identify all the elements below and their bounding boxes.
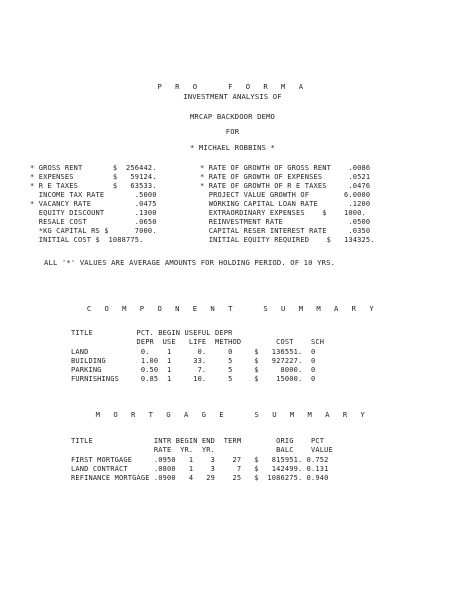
report-title: P R O F O R M A bbox=[157, 82, 308, 91]
table-row: BUILDING 1.00 1 33. 5 $ 927227. 0 bbox=[71, 357, 316, 365]
component-header-row2: DEPR USE LIFE METHOD COST SCH bbox=[71, 338, 325, 346]
table-row: FIRST MORTGAGE .0950 1 3 27 $ 815951. 0.752 bbox=[71, 456, 329, 464]
assumption-left: * GROSS RENT $ 256442. bbox=[30, 164, 157, 172]
assumption-right: * RATE OF GROWTH OF R E TAXES .0476 bbox=[200, 182, 371, 190]
report-subtitle: INVESTMENT ANALYSIS OF bbox=[183, 92, 282, 101]
assumption-left: * R E TAXES $ 63533. bbox=[30, 182, 157, 190]
component-header-row1: TITLE PCT. BEGIN USEFUL DEPR bbox=[71, 329, 233, 337]
component-summary-title: C O M P O N E N T S U M M A R Y bbox=[86, 304, 379, 313]
assumption-right: * RATE OF GROWTH OF GROSS RENT .0086 bbox=[200, 164, 371, 172]
assumption-right: * RATE OF GROWTH OF EXPENSES .0521 bbox=[200, 173, 371, 181]
mortgage-header-row1: TITLE INTR BEGIN END TERM ORIG PCT bbox=[71, 437, 325, 445]
table-row: PARKING 0.50 1 7. 5 $ 8000. 0 bbox=[71, 366, 316, 374]
project-name: MRCAP BACKDOOR DEMO bbox=[189, 112, 276, 121]
assumption-right: CAPITAL RESER INTEREST RATE .0350 bbox=[200, 227, 371, 235]
for-label: FOR bbox=[225, 127, 240, 136]
assumption-left: *KG CAPITAL RS $ 7000. bbox=[30, 227, 157, 235]
assumption-right: EXTRAORDINARY EXPENSES $ 1000. bbox=[200, 209, 366, 217]
mortgage-summary-title: M O R T G A G E S U M M A R Y bbox=[95, 410, 370, 419]
assumption-right: PROJECT VALUE GROWTH OF 6.0000 bbox=[200, 191, 371, 199]
assumption-left: EQUITY DISCOUNT .1300 bbox=[30, 209, 157, 217]
assumption-right: WORKING CAPITAL LOAN RATE .1200 bbox=[200, 200, 371, 208]
assumption-left: INITIAL COST $ 1088775. bbox=[30, 236, 144, 244]
mortgage-header-row2: RATE YR. YR. BALC VALUE bbox=[71, 446, 333, 454]
assumption-left: RESALE COST .0650 bbox=[30, 218, 157, 226]
assumption-right: REINVESTMENT RATE .0500 bbox=[200, 218, 371, 226]
assumption-left: * EXPENSES $ 59124. bbox=[30, 173, 157, 181]
table-row: LAND 0. 1 0. 0 $ 136551. 0 bbox=[71, 348, 316, 356]
assumption-right: INITIAL EQUITY REQUIRED $ 134325. bbox=[200, 236, 375, 244]
client-name: * MICHAEL ROBBINS * bbox=[189, 143, 276, 152]
table-row: REFINANCE MORTGAGE .0900 4 29 25 $ 1086275. 0.940 bbox=[71, 474, 329, 482]
table-row: LAND CONTRACT .0800 1 3 7 $ 142499. 0.131 bbox=[71, 465, 329, 473]
table-row: FURNISHINGS 0.85 1 10. 5 $ 15000. 0 bbox=[71, 375, 316, 383]
holding-period-footnote: ALL '*' VALUES ARE AVERAGE AMOUNTS FOR HOLDING PERIOD. OF 10 YRS. bbox=[44, 258, 336, 267]
assumption-left: * VACANCY RATE .0475 bbox=[30, 200, 157, 208]
assumption-left: INCOME TAX RATE .5000 bbox=[30, 191, 157, 199]
